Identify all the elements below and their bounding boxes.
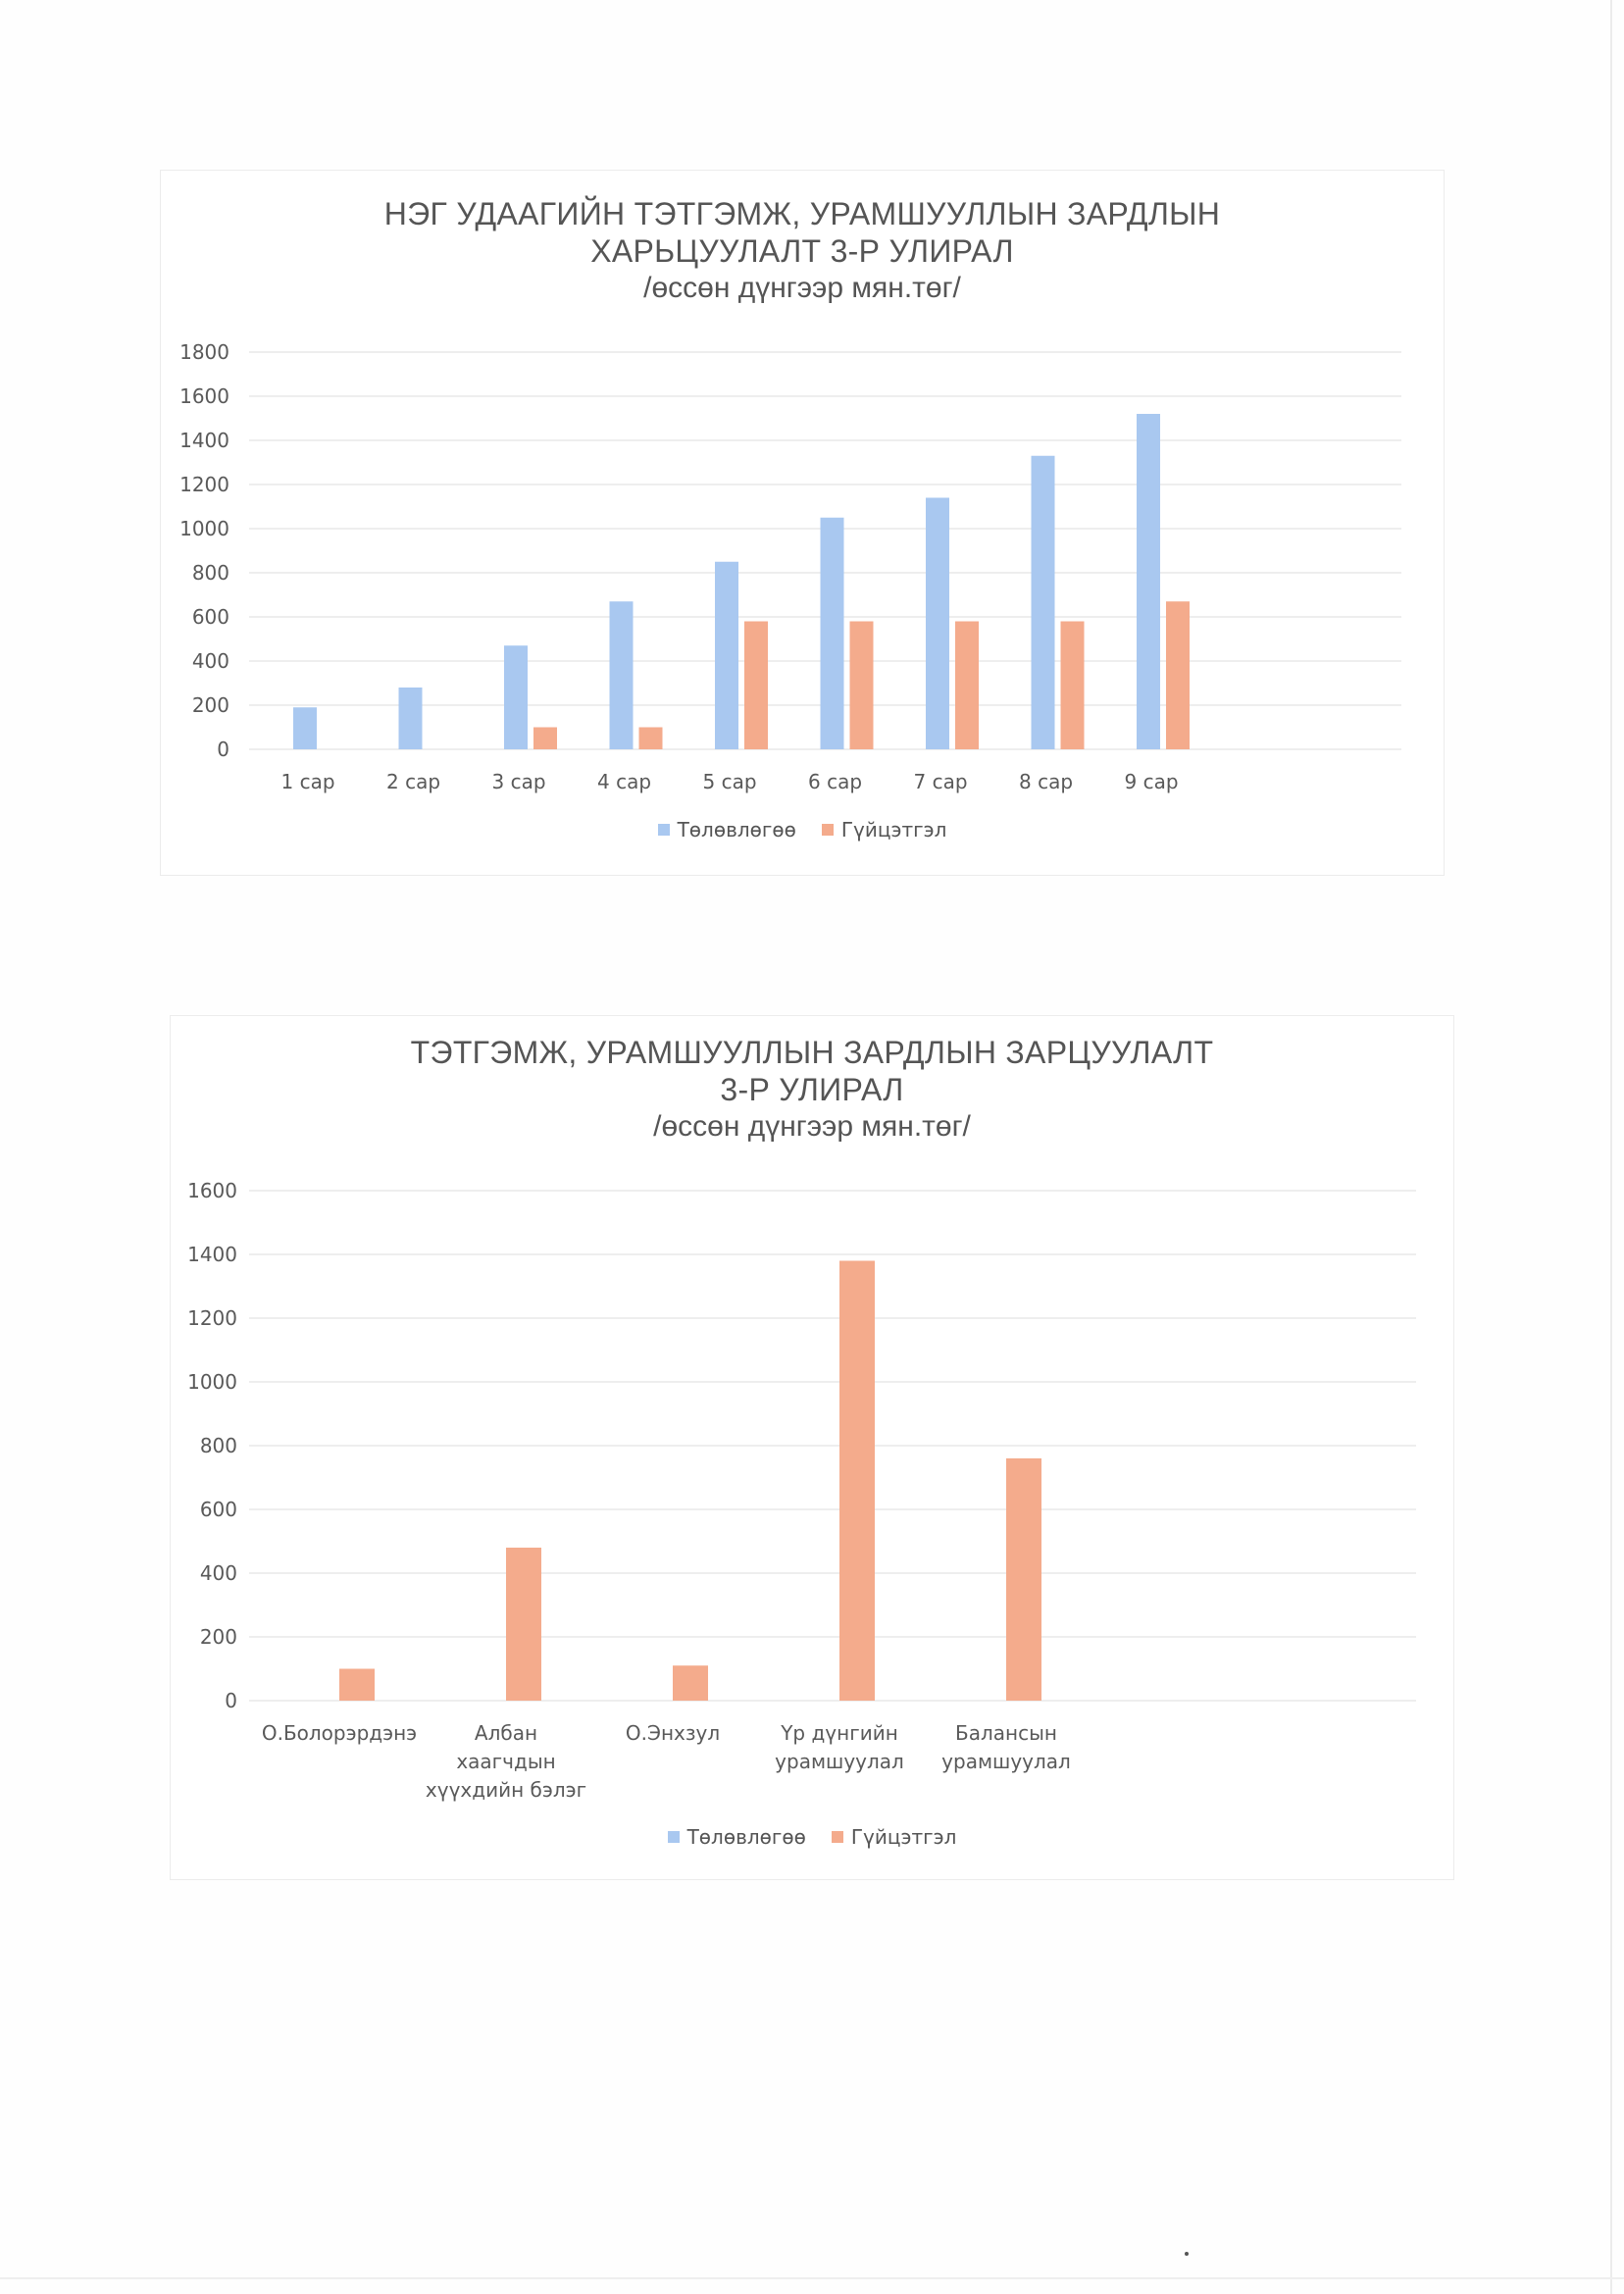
chart-2-bar-actual-1 [506,1548,541,1701]
chart-2-ytick-1400: 1400 [187,1243,237,1266]
chart-2-legend-swatch-plan [668,1831,680,1843]
chart-2-bar-actual-2 [673,1665,708,1701]
chart-1-bar-plan-2 [504,645,528,749]
chart-1-bar-actual-3 [639,728,663,750]
chart-2-legend-item-actual [832,1825,957,1849]
chart-1-ytick-1400: 1400 [179,429,229,452]
chart-1-ytick-600: 600 [191,605,229,629]
chart-1-bar-actual-5 [850,622,874,750]
chart-1-legend-swatch-plan [658,824,670,836]
chart-1-legend-item-plan [658,818,796,841]
chart-2-xtick-1-line-1: хаагчдын [456,1750,556,1773]
chart-1-ytick-0: 0 [217,738,229,761]
chart-1-xtick-0: 1 сар [280,770,335,793]
chart-1-bar-actual-2 [533,728,557,750]
chart-2-ytick-200: 200 [199,1625,237,1649]
scan-speck [1185,2252,1189,2256]
chart-1-legend-item-actual [822,818,947,841]
chart-1-bar-actual-7 [1061,622,1085,750]
chart-1-bar-actual-4 [744,622,768,750]
chart-2-subtitle: /өссөн дүнгээр мян.төг/ [653,1110,971,1143]
chart-2-xtick-2: О.Энхзул [625,1721,721,1745]
chart-1-xtick-5: 6 сар [807,770,863,793]
chart-2-ytick-0: 0 [225,1689,237,1712]
chart-1-xtick-2: 3 сар [491,770,546,793]
chart-1-bar-plan-1 [399,688,423,749]
chart-1-bar-actual-6 [955,622,979,750]
chart-2-bar-actual-4 [1006,1458,1041,1701]
page-bottom-shadow [0,2277,1624,2279]
chart-1-title-line-2: ХАРЬЦУУЛАЛТ 3-Р УЛИРАЛ [590,233,1014,269]
chart-2-bar-actual-3 [839,1261,875,1702]
chart-2-legend-label-plan: Төлөвлөгөө [686,1825,806,1849]
chart-2-legend-label-actual: Гүйцэтгэл [850,1825,957,1849]
chart-1-bar-plan-3 [610,601,634,749]
chart-2-plot [171,1016,1455,1881]
chart-1-ytick-1800: 1800 [179,340,229,364]
chart-2-title-line-2: 3-Р УЛИРАЛ [720,1072,904,1107]
chart-1-legend [161,818,1444,841]
chart-2-legend [171,1825,1453,1849]
chart-1-xtick-6: 7 сар [913,770,968,793]
chart-1-ytick-1200: 1200 [179,473,229,496]
chart-1-ytick-400: 400 [191,649,229,673]
chart-2-xtick-0: О.Болорэрдэнэ [261,1721,418,1745]
chart-2-ytick-1000: 1000 [187,1370,237,1394]
chart-1-xtick-8: 9 сар [1124,770,1179,793]
chart-2-bar-actual-0 [339,1669,375,1702]
chart-2-xtick-1-line-0: Албан [474,1721,538,1745]
chart-1-bar-plan-5 [821,518,844,749]
chart-1-ytick-200: 200 [191,693,229,717]
chart-1-xtick-7: 8 сар [1018,770,1074,793]
chart-2-ytick-1600: 1600 [187,1179,237,1202]
chart-2-ytick-1200: 1200 [187,1306,237,1330]
chart-1-legend-label-actual: Гүйцэтгэл [840,818,947,841]
chart-1-xtick-1: 2 сар [385,770,441,793]
chart-1-title-line-1: НЭГ УДААГИЙН ТЭТГЭМЖ, УРАМШУУЛЛЫН ЗАРДЛЫН [383,196,1221,231]
chart-1-frame [160,170,1445,876]
chart-2-xtick-3-line-1: урамшуулал [775,1750,904,1773]
chart-1-xtick-3: 4 сар [596,770,652,793]
chart-2-ytick-800: 800 [199,1434,237,1457]
chart-1-bar-plan-6 [926,498,949,750]
page-edge-shadow [1610,0,1612,2294]
chart-2-title-line-1: ТЭТГЭМЖ, УРАМШУУЛЛЫН ЗАРДЛЫН ЗАРЦУУЛАЛТ [410,1035,1214,1070]
chart-1-bar-plan-4 [715,562,738,749]
chart-2-xtick-4-line-0: Балансын [955,1721,1057,1745]
chart-1-plot [161,171,1446,877]
chart-2-legend-swatch-actual [832,1831,843,1843]
chart-2-xtick-3-line-0: Үр дүнгийн [781,1721,898,1745]
chart-1-ytick-1000: 1000 [179,517,229,540]
chart-2-frame [170,1015,1454,1880]
chart-2-ytick-400: 400 [199,1561,237,1585]
chart-1-legend-swatch-actual [822,824,834,836]
chart-1-bar-actual-8 [1166,601,1190,749]
chart-2-xtick-4-line-1: урамшуулал [941,1750,1071,1773]
chart-2-legend-item-plan [668,1825,806,1849]
chart-1-legend-label-plan: Төлөвлөгөө [677,818,796,841]
chart-1-bar-plan-8 [1137,414,1160,749]
chart-1-subtitle: /өссөн дүнгээр мян.төг/ [643,272,961,304]
chart-1-bar-plan-0 [293,707,317,749]
chart-2-ytick-600: 600 [199,1498,237,1521]
chart-2-xtick-1-line-2: хүүхдийн бэлэг [425,1778,587,1802]
chart-1-ytick-800: 800 [191,561,229,585]
chart-1-ytick-1600: 1600 [179,384,229,408]
chart-1-xtick-4: 5 сар [702,770,757,793]
chart-1-bar-plan-7 [1032,456,1055,749]
